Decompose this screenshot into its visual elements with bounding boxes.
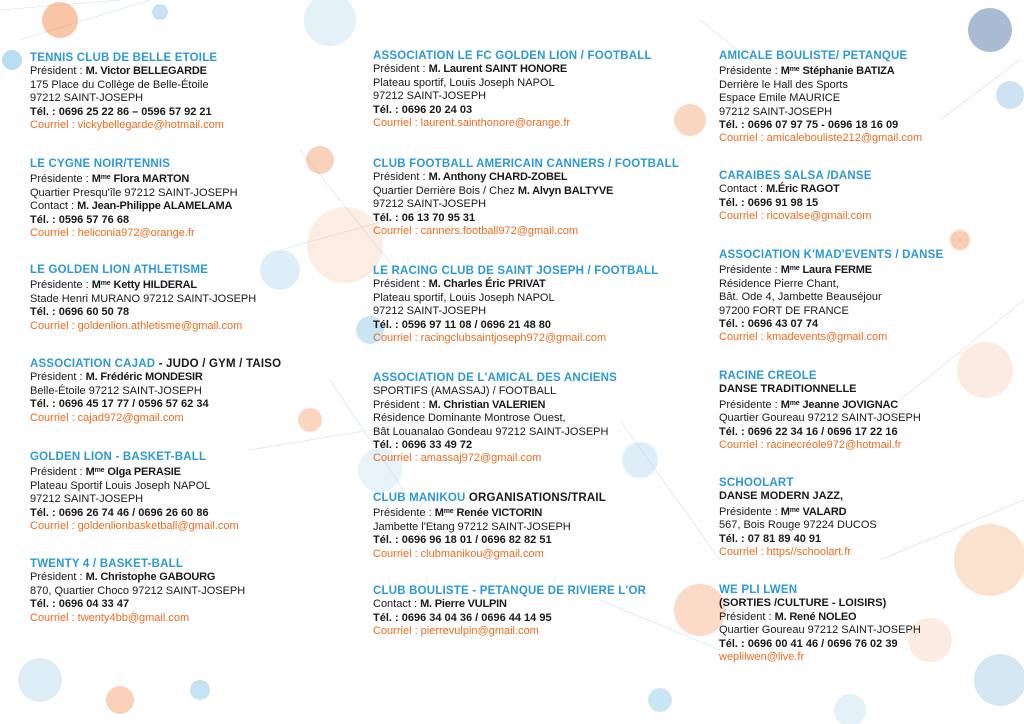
phone-number: Tél. : 0696 22 34 16 / 0696 17 22 16: [719, 425, 898, 438]
address-line: 97212 SAINT-JOSEPH: [719, 105, 833, 118]
role-label: Contact :: [373, 598, 421, 611]
address-line: Plateau Sportif Louis Joseph NAPOL: [30, 479, 211, 492]
club-entry: [373, 158, 693, 238]
address-line: 175 Place du Collège de Belle-Étoile: [30, 78, 209, 91]
address-line: 97212 SAINT-JOSEPH: [373, 90, 487, 103]
club-title: LE CYGNE NOIR/TENNIS: [30, 158, 171, 170]
address-line: 97212 SAINT-JOSEPH: [30, 92, 144, 105]
title-prefix-sup: me: [789, 265, 800, 273]
role-label: Président :: [373, 398, 429, 411]
role-label: Présidente :: [719, 505, 781, 518]
club-entry: [30, 558, 350, 625]
email-link[interactable]: Courriel : heliconia972@orange.fr: [30, 227, 195, 240]
role-label: Président :: [30, 571, 86, 584]
club-title: WE PLI LWEN: [719, 584, 798, 596]
club-title: LE RACING CLUB DE SAINT JOSEPH / FOOTBALL: [373, 265, 659, 277]
role-label: Présidente :: [719, 398, 781, 411]
club-entry: [373, 585, 693, 639]
title-prefix-sup: me: [443, 508, 454, 516]
address-line: 97212 SAINT-JOSEPH: [30, 493, 144, 506]
phone-number: Tél. : 0696 33 49 72: [373, 439, 473, 452]
email-link[interactable]: Courriel : canners.football972@gmail.com: [373, 225, 578, 238]
club-title: TWENTY 4 / BASKET-BALL: [30, 558, 184, 570]
email-link[interactable]: Courriel : pierrevulpin@gmail.com: [373, 625, 539, 638]
email-link[interactable]: Courriel : clubmanikou@gmail.com: [373, 547, 544, 560]
person-name: Flora MARTON: [113, 173, 190, 186]
email-link[interactable]: Courriel : amicalebouliste212@gmail.com: [719, 132, 923, 145]
person-name: M. Christian VALERIEN: [428, 398, 546, 411]
club-subtitle: SPORTIFS (AMASSAJ) / FOOTBALL: [373, 385, 557, 398]
address-line: 97212 SAINT-JOSEPH: [373, 198, 487, 211]
email-link[interactable]: Courriel : amassaj972@gmail.com: [373, 452, 542, 465]
club-discipline: ORGANISATIONS/TRAIL: [465, 492, 606, 504]
person-name: Olga PERASIE: [107, 466, 181, 479]
club-discipline: - JUDO / GYM / TAISO: [155, 358, 282, 370]
club-entry: [30, 264, 350, 333]
contact-name: M. Jean-Philippe ALAMELAMA: [77, 200, 233, 213]
phone-number: Tél. : 0696 25 22 86 – 0596 57 92 21: [30, 105, 212, 118]
phone-number: Tél. : 0696 45 17 77 / 0596 57 62 34: [30, 398, 209, 411]
club-entry: [719, 370, 1019, 452]
address-line: Quartier Derrière Bois / Chez: [373, 184, 518, 197]
club-title: CARAIBES SALSA /DANSE: [719, 170, 872, 182]
role-label: Présidente :: [30, 173, 92, 186]
address-line: Jambette l'Etang 97212 SAINT-JOSEPH: [373, 520, 571, 533]
title-prefix-sup: me: [100, 280, 111, 288]
club-title: LE GOLDEN LION ATHLETISME: [30, 264, 209, 276]
title-prefix-sup: me: [789, 66, 800, 74]
phone-number: Tél. : 0596 97 11 08 / 0696 21 48 80: [373, 318, 551, 331]
role-label: Président :: [719, 610, 775, 623]
club-entry: [719, 249, 1019, 345]
address-line: Résidence Pierre Chant,: [719, 277, 839, 290]
role-label: Président :: [30, 371, 86, 384]
email-link[interactable]: weplilwen@live.fr: [719, 651, 805, 664]
person-name: M. Pierre VULPIN: [420, 598, 507, 611]
person-name: M. Christophe GABOURG: [85, 571, 216, 584]
club-subtitle: DANSE MODERN JAZZ,: [719, 490, 844, 503]
address-line: Quartier Goureau 97212 SAINT-JOSEPH: [719, 624, 921, 637]
email-link[interactable]: Courriel : racingclubsaintjoseph972@gmail.com: [373, 332, 607, 345]
person-name: M.Éric RAGOT: [766, 183, 840, 196]
club-title: ASSOCIATION DE L'AMICAL DES ANCIENS: [373, 372, 618, 384]
address-line: 97200 FORT DE FRANCE: [719, 304, 849, 317]
club-entry: [30, 52, 350, 132]
title-prefix: M: [780, 264, 790, 277]
address-line: Belle-Étoile 97212 SAINT-JOSEPH: [30, 384, 202, 397]
role-label: Présidente :: [373, 507, 435, 520]
person-name: M. Charles Éric PRIVAT: [428, 278, 546, 291]
person-name: VALARD: [802, 505, 847, 518]
phone-number: Tél. : 0696 07 97 75 - 0696 18 16 09: [719, 119, 899, 132]
address-line: Stade Henri MURANO 97212 SAINT-JOSEPH: [30, 292, 257, 305]
address-line: 870, Quartier Choco 97212 SAINT-JOSEPH: [30, 584, 246, 597]
contact-label: Contact :: [30, 200, 78, 213]
address-line: 567, Bois Rouge 97224 DUCOS: [719, 519, 877, 532]
phone-number: Tél. : 0696 96 18 01 / 0696 82 82 51: [373, 534, 552, 547]
role-label: Présidente :: [719, 264, 781, 277]
club-title: ASSOCIATION CAJAD: [30, 358, 156, 370]
title-prefix-sup: me: [94, 467, 105, 475]
club-title: ASSOCIATION K'MAD'EVENTS / DANSE: [719, 249, 944, 261]
address-line: Quartier Goureau 97212 SAINT-JOSEPH: [719, 412, 921, 425]
role-label: Président :: [373, 63, 429, 76]
email-link[interactable]: Courriel : ricovalse@gmail.com: [719, 210, 872, 223]
phone-number: Tél. : 0696 26 74 46 / 0696 26 60 86: [30, 506, 209, 519]
club-entry: [373, 492, 693, 561]
person-name: Stéphanie BATIZA: [802, 65, 895, 78]
address-line: Plateau sportif, Louis Joseph NAPOL: [373, 76, 555, 89]
address-line: Bât. Ode 4, Jambette Beauséjour: [719, 291, 882, 304]
phone-number: Tél. : 0696 00 41 46 / 0696 76 02 39: [719, 637, 898, 650]
email-link[interactable]: Courriel : goldenlion.athletisme@gmail.com: [30, 319, 243, 332]
phone-number: Tél. : 0696 34 04 36 / 0696 44 14 95: [373, 611, 552, 624]
club-title: TENNIS CLUB DE BELLE ETOILE: [30, 52, 218, 64]
person-name: M. Laurent SAINT HONORE: [428, 63, 568, 76]
phone-number: Tél. : 0696 20 24 03: [373, 103, 473, 116]
club-entry: [30, 158, 350, 240]
person-name: Ketty HILDERAL: [113, 279, 197, 292]
club-title: AMICALE BOULISTE/ PETANQUE: [719, 50, 908, 62]
person-name: Jeanne JOVIGNAC: [802, 398, 898, 411]
role-label: Présidente :: [30, 279, 92, 292]
person-name: M. René NOLEO: [774, 610, 857, 623]
role-label: Présidente :: [719, 65, 781, 78]
address-line: Bât Louanalao Gondeau 97212 SAINT-JOSEPH: [373, 425, 609, 438]
title-prefix: M: [780, 65, 790, 78]
club-entry: [373, 265, 693, 345]
club-entry: [719, 584, 1019, 664]
club-entry: [719, 477, 1019, 559]
club-entry: [719, 170, 1019, 224]
club-entry: [30, 451, 350, 533]
role-label: Président :: [373, 171, 429, 184]
club-title: SCHOOLART: [719, 477, 794, 489]
person-name: M. Anthony CHARD-ZOBEL: [428, 171, 568, 184]
email-link[interactable]: Courriel : kmadevents@gmail.com: [719, 331, 888, 344]
person-name: M. Victor BELLEGARDE: [85, 65, 207, 78]
title-prefix: M: [780, 398, 790, 411]
title-prefix-sup: me: [789, 399, 800, 407]
title-prefix: M: [91, 279, 101, 292]
phone-number: Tél. : 0696 04 33 47: [30, 598, 130, 611]
person-name: M. Frédéric MONDESIR: [85, 371, 203, 384]
email-link[interactable]: Courriel : laurent.sainthonore@orange.fr: [373, 117, 571, 130]
club-title: CLUB MANIKOU: [373, 492, 466, 504]
club-entry: [30, 358, 350, 425]
club-title: CLUB BOULISTE - PETANQUE DE RIVIERE L'OR: [373, 585, 647, 597]
role-label: Contact :: [719, 183, 767, 196]
address-line: Plateau sportif, Louis Joseph NAPOL: [373, 291, 555, 304]
club-subtitle: DANSE TRADITIONNELLE: [719, 383, 857, 396]
address-line: 97212 SAINT-JOSEPH: [373, 305, 487, 318]
phone-number: Tél. : 07 81 89 40 91: [719, 532, 822, 545]
title-prefix-sup: me: [100, 174, 111, 182]
title-prefix: M: [780, 505, 790, 518]
title-prefix: M: [85, 466, 95, 479]
club-entry: [373, 372, 693, 466]
phone-number: Tél. : 0696 60 50 78: [30, 306, 130, 319]
address-contact-name: M. Alvyn BALTYVE: [517, 184, 614, 197]
person-name: Laura FERME: [802, 264, 872, 277]
title-prefix: M: [434, 507, 444, 520]
club-title: ASSOCIATION LE FC GOLDEN LION / FOOTBALL: [373, 50, 652, 62]
address-line: Quartier Presqu'île 97212 SAINT-JOSEPH: [30, 186, 238, 199]
website-link[interactable]: Courriel : https//schoolart.fr: [719, 546, 852, 559]
club-title: RACINE CREOLE: [719, 370, 817, 382]
person-name: Renée VICTORIN: [456, 507, 543, 520]
role-label: Président :: [30, 466, 86, 479]
club-subtitle: (SORTIES /CULTURE - LOISIRS): [719, 597, 887, 610]
address-line: Résidence Dominante Montrose Ouest,: [373, 412, 566, 425]
club-title: CLUB FOOTBALL AMERICAIN CANNERS / FOOTBALL: [373, 158, 680, 170]
address-line: Derrière le Hall des Sports: [719, 78, 848, 91]
phone-number: Tél. : 0696 91 98 15: [719, 196, 819, 209]
role-label: Président :: [30, 65, 86, 78]
email-link[interactable]: Courriel : twenty4bb@gmail.com: [30, 611, 190, 624]
email-link[interactable]: Courriel : goldenlionbasketball@gmail.com: [30, 520, 239, 533]
club-entry: [719, 50, 1019, 146]
club-entry: [373, 50, 693, 130]
phone-number: Tél. : 0596 57 76 68: [30, 213, 130, 226]
email-link[interactable]: Courriel : cajad972@gmail.com: [30, 411, 184, 424]
phone-number: Tél. : 06 13 70 95 31: [373, 211, 476, 224]
title-prefix-sup: me: [789, 506, 800, 514]
role-label: Président :: [373, 278, 429, 291]
email-link[interactable]: Courriel : racinecréole972@hotmail.fr: [719, 439, 902, 452]
club-title: GOLDEN LION - BASKET-BALL: [30, 451, 207, 463]
address-line: Espace Emile MAURICE: [719, 92, 841, 105]
title-prefix: M: [91, 173, 101, 186]
phone-number: Tél. : 0696 43 07 74: [719, 318, 819, 331]
email-link[interactable]: Courriel : vickybellegarde@hotmail.com: [30, 119, 224, 132]
